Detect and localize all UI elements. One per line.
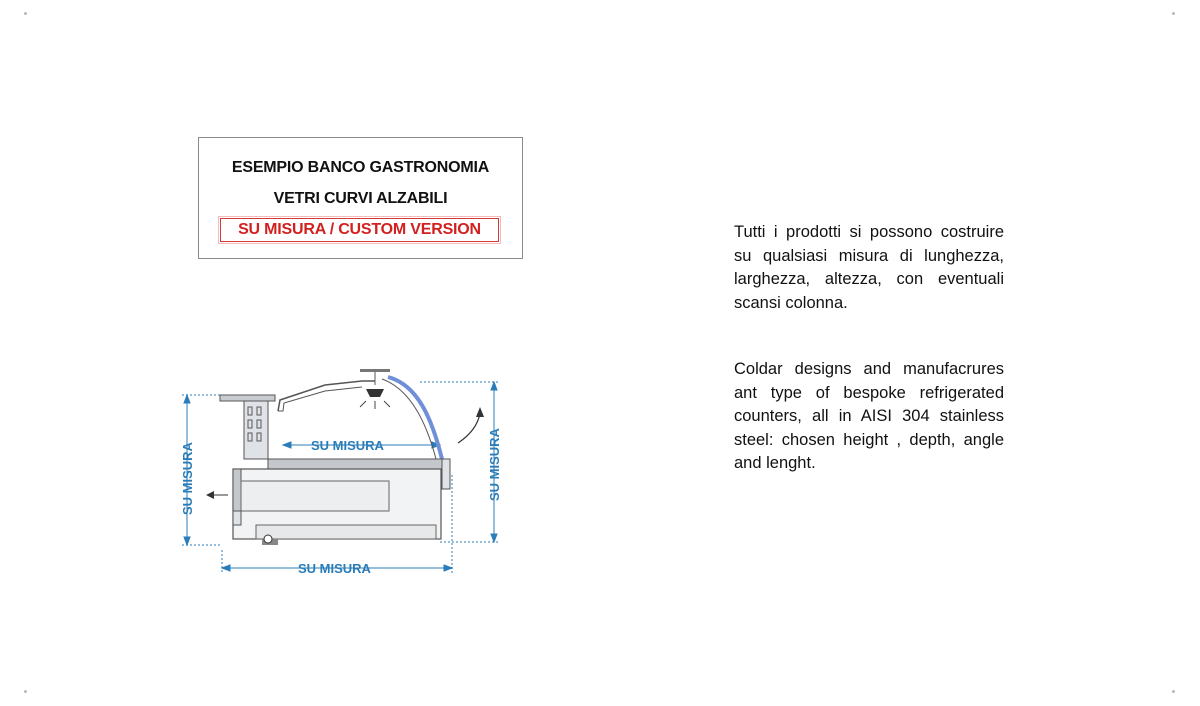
height-label-left: SU MISURA <box>180 442 195 515</box>
title-box <box>198 137 523 259</box>
italian-description: Tutti i prodotti si possono costruire su qualsiasi misura di lunghezza, larghezza, altezza, con eventuali scansi colonna. <box>734 223 1004 312</box>
depth-label-top: SU MISURA <box>311 438 384 453</box>
custom-version-label: SU MISURA / CUSTOM VERSION <box>220 218 499 242</box>
english-description: Coldar designs and manufacrures ant type of bespoke refrigerated counters, all in AISI 304 stainless steel: chosen height , depth, angle and lenght. <box>734 360 1004 472</box>
corner-mark-top-right <box>1172 12 1175 15</box>
corner-mark-bottom-right <box>1172 690 1175 693</box>
corner-mark-top-left <box>24 12 27 15</box>
corner-mark-bottom-left <box>24 690 27 693</box>
title-line-1: ESEMPIO BANCO GASTRONOMIA <box>231 159 490 176</box>
counter-section-drawing <box>170 355 530 585</box>
height-label-right: SU MISURA <box>487 428 502 501</box>
title-line-2: VETRI CURVI ALZABILI <box>273 190 448 207</box>
depth-label-bottom: SU MISURA <box>298 561 371 576</box>
